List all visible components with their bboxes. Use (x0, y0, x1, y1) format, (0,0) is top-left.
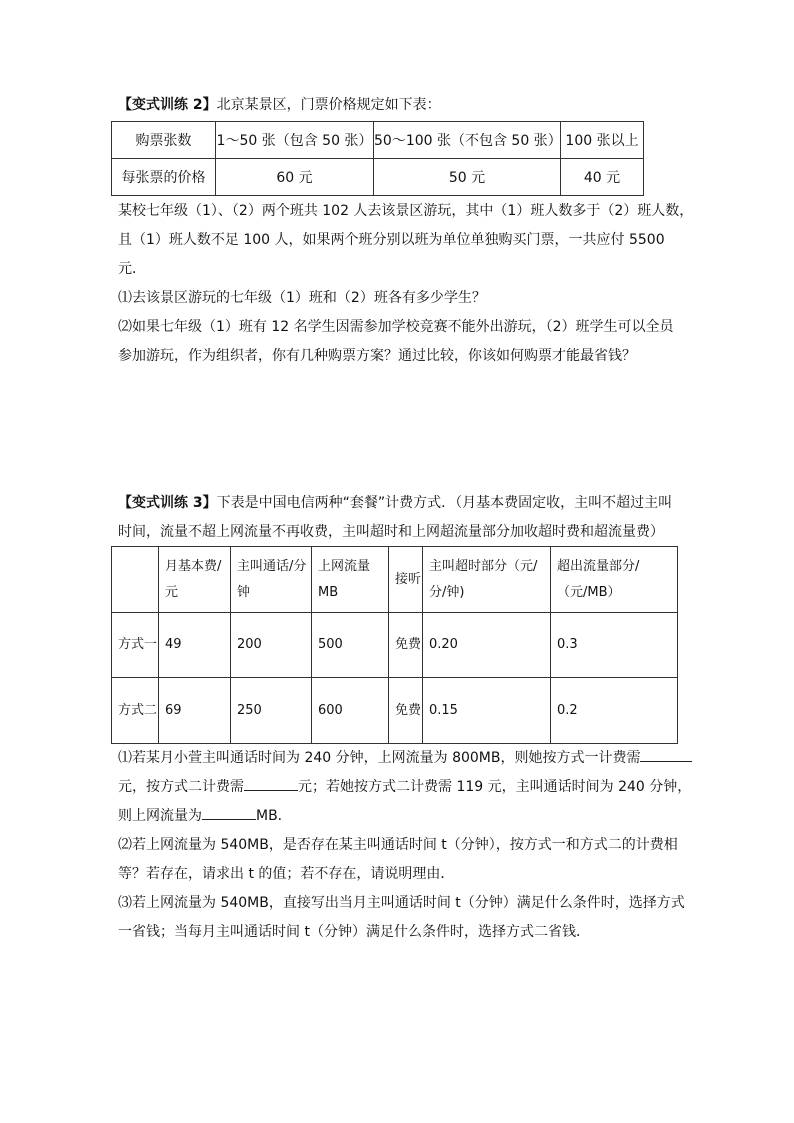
table-cell: 100 张以上 (561, 122, 644, 159)
exercise-3-questions (118, 744, 692, 947)
table-cell: 600 (312, 678, 389, 744)
table-cell: 49 (159, 613, 231, 678)
question-3: ⑶若上网流量为 540MB，直接写出当月主叫通话时间 t（分钟）满足什么条件时，选择方式 (118, 895, 685, 911)
table-row (112, 613, 678, 678)
table-row (112, 122, 644, 159)
table-cell: 月基本费/元 (159, 547, 231, 613)
paragraph-line: 且（1）班人数不足 100 人，如果两个班分别以班为单位单独购买门票，一共应付 5500 (118, 232, 665, 248)
exercise-2-tag: 【变式训练 2】 (118, 97, 217, 113)
paragraph-line: 某校七年级（1）、（2）两个班共 102 人去该景区游玩，其中（1）班人数多于（2）班人数， (118, 203, 694, 219)
table-cell: 40 元 (561, 159, 644, 196)
table-cell: 上网流量MB (312, 547, 389, 613)
exercise-3-intro: 下表是中国电信两种“套餐”计费方式．（月基本费固定收，主叫不超过主叫 (216, 495, 673, 511)
table-cell: 250 (231, 678, 312, 744)
table-cell: 0.2 (551, 678, 678, 744)
table-cell: 主叫通话/分钟 (231, 547, 312, 613)
table-cell: 方式二 (112, 678, 159, 744)
question-1-unit: MB． (256, 808, 292, 824)
answer-blank-2[interactable] (244, 776, 298, 791)
table-cell: 50～100 张（不包含 50 张） (374, 122, 561, 159)
table-cell: 200 (231, 613, 312, 678)
table-cell: 每张票的价格 (112, 159, 216, 196)
question-1-cont: 元，按方式二计费需 (118, 779, 244, 795)
exercise-2-body (118, 197, 694, 371)
table-row (112, 678, 678, 744)
exercise-3-intro-cont: 时间，流量不超上网流量不再收费，主叫超时和上网超流量部分加收超时费和超流量费） (118, 524, 664, 540)
question-1: ⑴若某月小萱主叫通话时间为 240 分钟，上网流量为 800MB，则她按方式一计费需 (118, 750, 641, 766)
exercise-2-intro: 北京某景区，门票价格规定如下表： (216, 97, 441, 113)
table-cell: 0.20 (423, 613, 551, 678)
table-cell: 免费 (389, 613, 423, 678)
question-2: ⑵若上网流量为 540MB，是否存在某主叫通话时间 t（分钟），按方式一和方式二的计费相 (118, 837, 678, 853)
table-cell: 0.3 (551, 613, 678, 678)
question-1: ⑴去该景区游玩的七年级（1）班和（2）班各有多少学生？ (118, 290, 486, 306)
paragraph-line: 元． (118, 261, 146, 277)
exercise-3-tag: 【变式训练 3】 (118, 495, 217, 511)
table-cell (112, 547, 159, 613)
table-cell: 主叫超时部分（元/分/钟) (423, 547, 551, 613)
table-row (112, 159, 644, 196)
table-cell: 购票张数 (112, 122, 216, 159)
answer-blank-3[interactable] (202, 805, 256, 820)
table-cell: 50 元 (374, 159, 561, 196)
answer-blank-1[interactable] (640, 747, 692, 762)
exercise-3-heading (118, 489, 688, 547)
ticket-price-table (111, 121, 644, 196)
table-cell: 接听 (389, 547, 423, 613)
table-cell: 超出流量部分/（元/MB） (551, 547, 678, 613)
table-cell: 69 (159, 678, 231, 744)
question-3-cont: 一省钱；当每月主叫通话时间 t（分钟）满足什么条件时，选择方式二省钱． (118, 924, 590, 940)
table-cell: 免费 (389, 678, 423, 744)
question-2-cont: 参加游玩，作为组织者，你有几种购票方案？通过比较，你该如何购票才能最省钱？ (118, 348, 636, 364)
telecom-plan-table (111, 546, 678, 744)
table-cell: 1～50 张（包含 50 张） (216, 122, 374, 159)
table-cell: 500 (312, 613, 389, 678)
table-cell: 60 元 (216, 159, 374, 196)
question-1-cont-2: 元；若她按方式二计费需 119 元，主叫通话时间为 240 分钟， (298, 779, 692, 795)
question-2-cont: 等？若存在，请求出 t 的值；若不存在，请说明理由． (118, 866, 455, 882)
exercise-2-heading (118, 91, 688, 120)
table-row (112, 547, 678, 613)
question-1-cont-3: 则上网流量为 (118, 808, 202, 824)
table-cell: 0.15 (423, 678, 551, 744)
table-cell: 方式一 (112, 613, 159, 678)
question-2: ⑵如果七年级（1）班有 12 名学生因需参加学校竞赛不能外出游玩，（2）班学生可以全员 (118, 319, 674, 335)
